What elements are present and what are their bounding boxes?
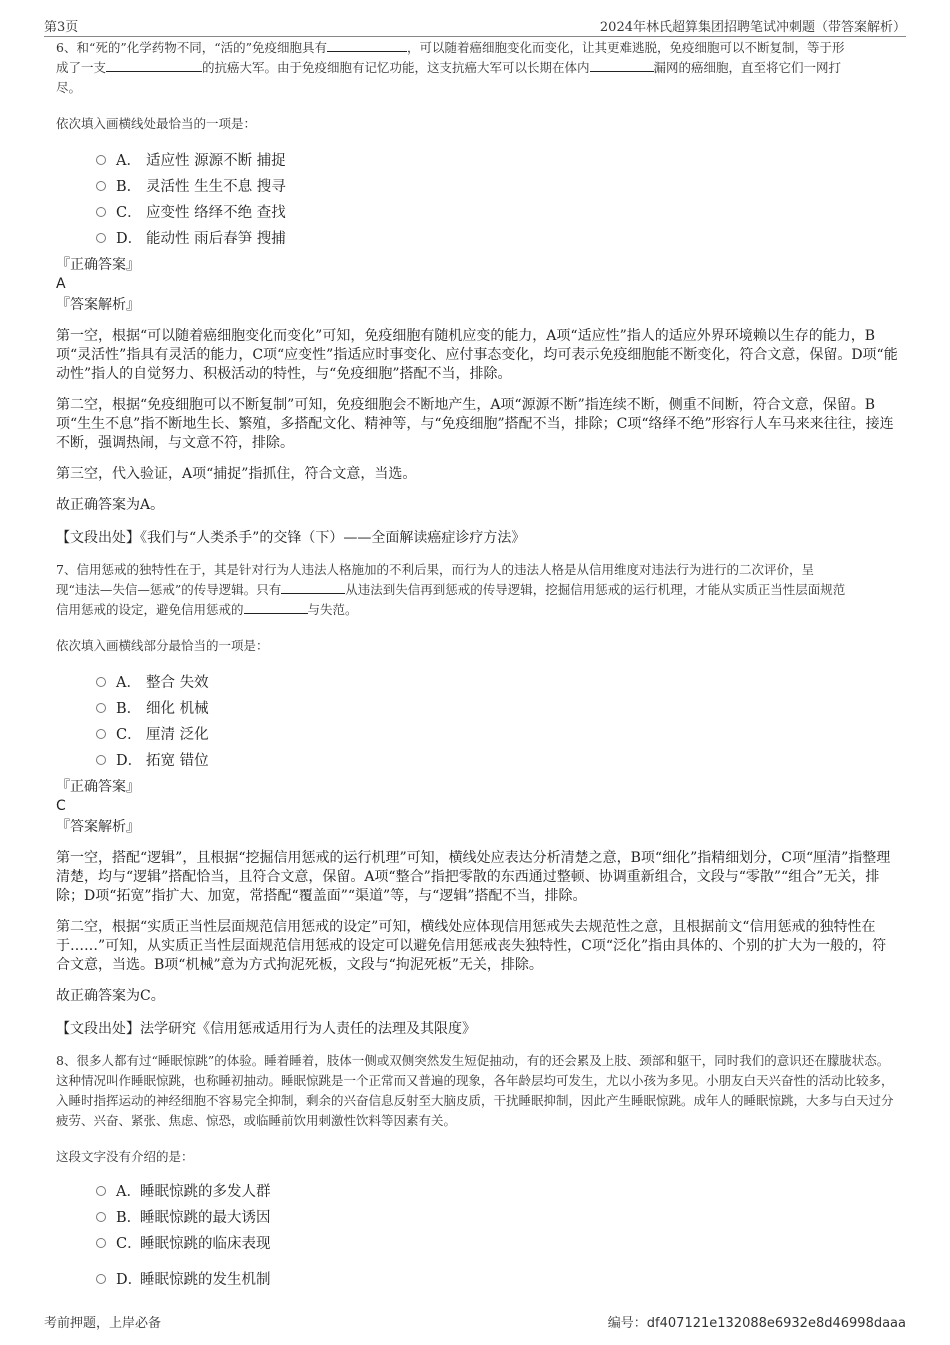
blank bbox=[244, 601, 308, 614]
question-7-stem: 7、信用惩戒的独特性在于，其是针对行为人违法人格施加的不利后果，而行为人的违法人格是从信用维度对违法行为进行的二次评价，呈 现“违法—失信—惩戒”的传导逻辑。只有 从违法到失信再到惩戒的传导逻辑，挖掘信用惩戒的运行机理，才能从实质正当性层面规范 信用惩戒的设定，避免信用惩戒的 与失范。 bbox=[56, 562, 846, 617]
radio-icon[interactable] bbox=[96, 729, 106, 739]
question-6-stem: 6、和“死的”化学药物不同，“活的”免疫细胞具有 ，可以随着癌细胞变化而变化，让其更难逃脱，免疫细胞可以不断复制，等于形 成了一支 的抗癌大军。由于免疫细胞有记忆功能，这支抗癌大军可以长期在体内 漏网的癌细胞，直至将它们一网打 尽。 bbox=[56, 40, 845, 95]
blank bbox=[106, 59, 202, 72]
radio-icon[interactable] bbox=[96, 1212, 106, 1222]
radio-icon[interactable] bbox=[96, 677, 106, 687]
option-a[interactable]: A．睡眠惊跳的多发人群 bbox=[96, 1179, 898, 1205]
radio-icon[interactable] bbox=[96, 207, 106, 217]
option-b[interactable]: B． 灵活性 生生不息 搜寻 bbox=[96, 174, 898, 200]
option-b[interactable]: B．睡眠惊跳的最大诱因 bbox=[96, 1205, 898, 1231]
question-7-prompt: 依次填入画横线部分最恰当的一项是： bbox=[56, 638, 269, 653]
option-c[interactable]: C． 厘清 泛化 bbox=[96, 722, 898, 748]
blank bbox=[281, 581, 345, 594]
analysis-label: 『答案解析』 bbox=[56, 819, 140, 835]
source-citation: 【文段出处】法学研究《信用惩戒适用行为人责任的法理及其限度》 bbox=[56, 1021, 476, 1037]
radio-icon[interactable] bbox=[96, 155, 106, 165]
answer-label: 『正确答案』 bbox=[56, 779, 140, 795]
analysis-paragraph: 第三空，代入验证，A项“捕捉”指抓住，符合文意，当选。 bbox=[56, 466, 417, 482]
answer-value: A bbox=[56, 276, 66, 292]
radio-icon[interactable] bbox=[96, 181, 106, 191]
question-8-stem: 8、很多人都有过“睡眠惊跳”的体验。睡着睡着，肢体一侧或双侧突然发生短促抽动，有的还会累及上肢、颈部和躯干，同时我们的意识还在朦胧状态。这种情况叫作睡眠惊跳，也称睡初抽动。睡眠惊跳是一个正常而又普遍的现象，各年龄层均可发生，尤以小孩为多见。小朋友白天兴奋性的活动比较多，入睡时指挥运动的神经细胞不容易完全抑制，剩余的兴奋信息反射至大脑皮质，干扰睡眠抑制，因此产生睡眠惊跳。成年人的睡眠惊跳，大多与白天过分疲劳、兴奋、紧张、焦虑、惊恐，或临睡前饮用刺激性饮料等因素有关。 bbox=[56, 1053, 894, 1128]
analysis-label: 『答案解析』 bbox=[56, 297, 140, 313]
page-number: 第3页 bbox=[44, 20, 79, 35]
question-6-options bbox=[96, 148, 898, 252]
option-d[interactable]: D． 拓宽 错位 bbox=[96, 748, 898, 774]
analysis-conclusion: 故正确答案为C。 bbox=[56, 988, 165, 1004]
document-id: 编号：df407121e132088e6932e8d46998daaa bbox=[607, 1316, 906, 1331]
answer-value: C bbox=[56, 798, 66, 814]
radio-icon[interactable] bbox=[96, 1238, 106, 1248]
analysis-paragraph: 第一空，根据“可以随着癌细胞变化而变化”可知，免疫细胞有随机应变的能力，A项“适应性”指人的适应外界环境赖以生存的能力，B项“灵活性”指具有灵活的能力，C项“应变性”指适应时事变化、应付事态变化，均可表示免疫细胞能不断变化，符合文意，保留。D项“能动性”指人的自觉努力、积极活动的特性，与“免疫细胞”搭配不当，排除。 bbox=[56, 328, 898, 382]
page-header bbox=[44, 14, 906, 37]
radio-icon[interactable] bbox=[96, 233, 106, 243]
question-8 bbox=[56, 1051, 898, 1293]
blank bbox=[590, 59, 654, 72]
footer-slogan: 考前押题，上岸必备 bbox=[44, 1316, 162, 1331]
option-c[interactable]: C． 应变性 络绎不绝 查找 bbox=[96, 200, 898, 226]
option-b[interactable]: B． 细化 机械 bbox=[96, 696, 898, 722]
question-6 bbox=[56, 38, 898, 548]
radio-icon[interactable] bbox=[96, 755, 106, 765]
question-8-prompt: 这段文字没有介绍的是： bbox=[56, 1149, 194, 1164]
blank bbox=[327, 39, 407, 52]
option-d[interactable]: D． 能动性 雨后春笋 搜捕 bbox=[96, 226, 898, 252]
analysis-paragraph: 第二空，根据“免疫细胞可以不断复制”可知，免疫细胞会不断地产生，A项“源源不断”指连续不断，侧重不间断，符合文意，保留。B项“生生不息”指不断地生长、繁殖，多搭配文化、精神等，与“免疫细胞”搭配不当，排除；C项“络绎不绝”形容行人车马来来往往，接连不断，强调热闹，与文意不符，排除。 bbox=[56, 397, 894, 451]
analysis-paragraph: 第二空，根据“实质正当性层面规范信用惩戒的设定”可知，横线处应体现信用惩戒失去规范性之意，且根据前文“信用惩戒的独特性在于……”可知，从实质正当性层面规范信用惩戒的设定可以避免信用惩戒丧失独特性，C项“泛化”指由具体的、个别的扩大为一般的，符合文意，当选。B项“机械”意为方式拘泥死板，文段与“拘泥死板”无关，排除。 bbox=[56, 919, 887, 973]
option-a[interactable]: A． 整合 失效 bbox=[96, 670, 898, 696]
radio-icon[interactable] bbox=[96, 703, 106, 713]
radio-icon[interactable] bbox=[96, 1186, 106, 1196]
option-a[interactable]: A． 适应性 源源不断 捕捉 bbox=[96, 148, 898, 174]
option-d[interactable]: D．睡眠惊跳的发生机制 bbox=[96, 1267, 898, 1293]
radio-icon[interactable] bbox=[96, 1274, 106, 1284]
analysis-conclusion: 故正确答案为A。 bbox=[56, 497, 165, 513]
question-7 bbox=[56, 560, 898, 1039]
answer-label: 『正确答案』 bbox=[56, 257, 140, 273]
source-citation: 【文段出处】《我们与“人类杀手”的交锋（下）——全面解读癌症诊疗方法》 bbox=[56, 530, 526, 546]
analysis-paragraph: 第一空，搭配“逻辑”，且根据“挖掘信用惩戒的运行机理”可知，横线处应表达分析清楚之意，B项“细化”指精细划分，C项“厘清”指整理清楚，均与“逻辑”搭配恰当，且符合文意，保留。A项“整合”指把零散的东西通过整顿、协调重新组合，文段与“零散”“组合”无关，排除；D项“拓宽”指扩大、加宽，常搭配“覆盖面”“渠道”等，与“逻辑”搭配不当，排除。 bbox=[56, 850, 891, 904]
document-title: 2024年林氏超算集团招聘笔试冲刺题（带答案解析） bbox=[599, 20, 906, 35]
question-7-options bbox=[96, 670, 898, 774]
option-c[interactable]: C．睡眠惊跳的临床表现 bbox=[96, 1231, 898, 1257]
content bbox=[56, 38, 898, 1293]
question-6-prompt: 依次填入画横线处最恰当的一项是： bbox=[56, 116, 257, 131]
question-8-options bbox=[96, 1179, 898, 1293]
